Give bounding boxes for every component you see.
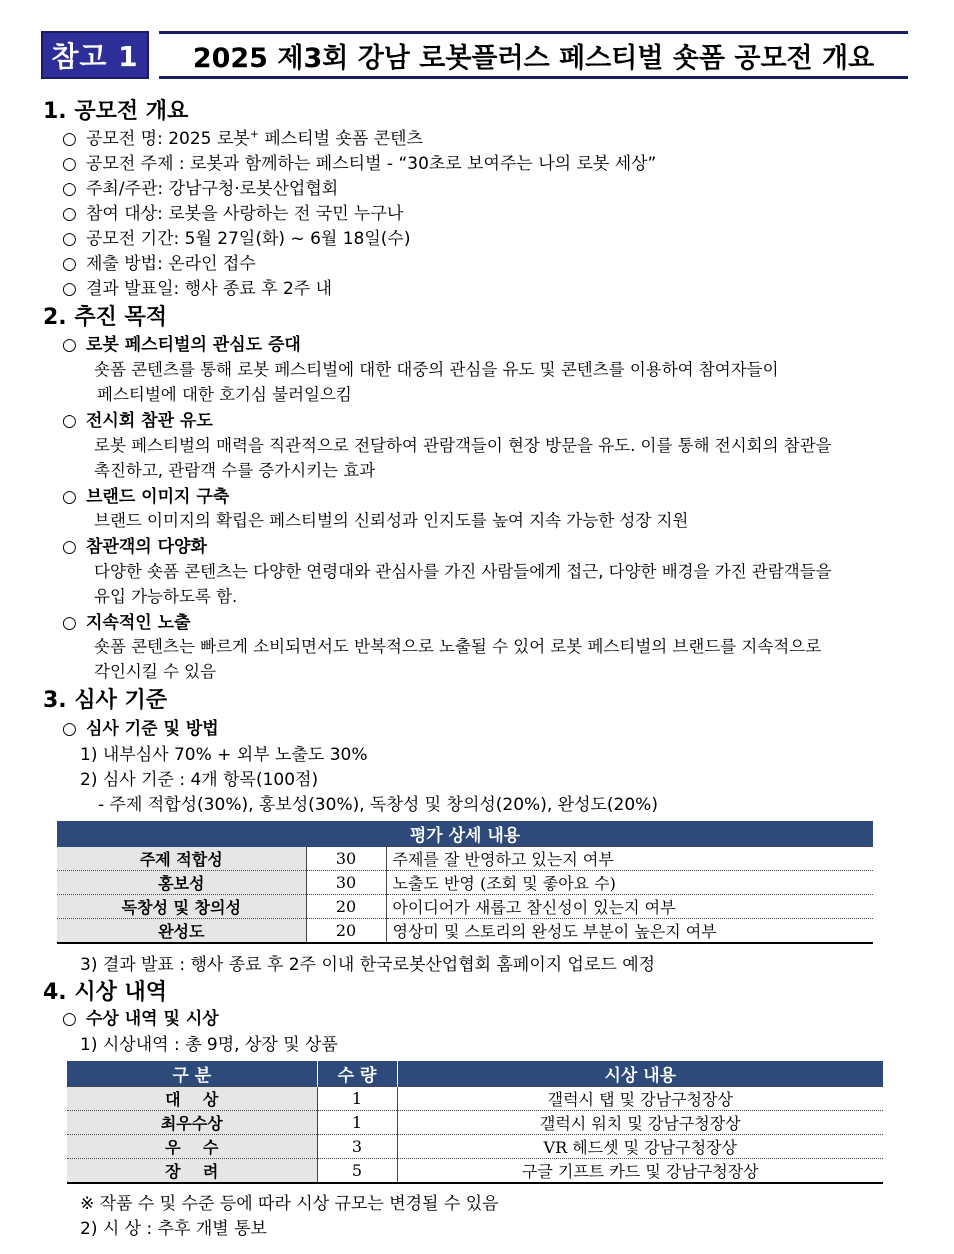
contest-name-line: [62, 124, 423, 149]
purpose-heading: [62, 608, 190, 633]
bullet-icon: ○: [62, 204, 77, 224]
purpose-text: 브랜드 이미지의 확립은 페스티벌의 신뢰성과 인지도를 높여 지속 가능한 성장 지원: [94, 511, 689, 530]
award-name: 장 려: [67, 1159, 317, 1184]
award-subheading-text: 수상 내역 및 시상: [86, 1009, 219, 1029]
review-line-3: - 주제 적합성(30%), 홍보성(30%), 독창성 및 창의성(20%), 완성도(20%): [98, 795, 658, 815]
criterion-name: 독창성 및 창의성: [57, 895, 306, 919]
bullet-icon: ○: [62, 613, 77, 633]
evaluation-table-header: [57, 821, 873, 847]
purpose-text: 각인시킬 수 있음: [94, 662, 217, 681]
purpose-text: 유입 가능하도록 함.: [94, 587, 238, 606]
purpose-heading: [62, 406, 213, 431]
evaluation-table: [57, 821, 873, 944]
contest-name-sup: +: [249, 127, 259, 141]
purpose-heading: [62, 330, 301, 355]
section-3-title: 3. 심사 기준: [43, 688, 167, 713]
bullet-icon: ○: [62, 487, 77, 507]
criterion-score: 30: [306, 847, 386, 871]
purpose-text: 촉진하고, 관람객 수를 증가시키는 효과: [94, 461, 376, 480]
table-row: [57, 871, 873, 895]
criterion-score: 20: [306, 895, 386, 919]
review-subheading: [62, 714, 219, 739]
header-quantity: 수 량: [317, 1061, 397, 1087]
section-4-title: 4. 시상 내역: [43, 980, 167, 1005]
bullet-icon: ○: [62, 279, 77, 299]
result-announcement: 3) 결과 발표 : 행사 종료 후 2주 이내 한국로봇산업협회 홈페이지 업로드 예정: [80, 955, 656, 975]
overview-item: [62, 224, 410, 249]
overview-item: [62, 199, 403, 224]
bullet-icon: ○: [62, 537, 77, 557]
purpose-heading: [62, 482, 229, 507]
overview-item-text: 제출 방법: 온라인 접수: [86, 254, 256, 274]
section-1-title: 1. 공모전 개요: [43, 99, 189, 124]
award-qty: 1: [317, 1087, 397, 1111]
award-prize: 갤럭시 워치 및 강남구청장상: [397, 1111, 883, 1135]
document-title: [159, 31, 908, 79]
criterion-score: 20: [306, 919, 386, 944]
review-line-1: 1) 내부심사 70% + 외부 노출도 30%: [80, 745, 368, 765]
award-subheading: [62, 1004, 219, 1029]
bullet-icon: ○: [62, 1009, 77, 1029]
purpose-heading: [62, 532, 207, 557]
bullet-icon: ○: [62, 719, 77, 739]
purpose-heading-text: 전시회 참관 유도: [86, 411, 213, 431]
bullet-icon: ○: [62, 411, 77, 431]
overview-item-text: 참여 대상: 로봇을 사랑하는 전 국민 누구나: [86, 204, 404, 224]
purpose-heading-text: 브랜드 이미지 구축: [86, 487, 230, 507]
bullet-icon: ○: [62, 254, 77, 274]
award-line-1: 1) 시상내역 : 총 9명, 상장 및 상품: [80, 1035, 338, 1055]
overview-item: [62, 149, 656, 174]
bullet-icon: ○: [62, 229, 77, 249]
purpose-text: 페스티벌에 대한 호기심 불러일으킴: [97, 385, 352, 404]
document-title-text: 2025 제3회 강남 로봇플러스 페스티벌 숏폼 공모전 개요: [192, 42, 875, 74]
overview-item: [62, 274, 332, 299]
award-prize: VR 헤드셋 및 강남구청장상: [397, 1135, 883, 1159]
purpose-heading-text: 참관객의 다양화: [86, 537, 207, 557]
contest-name-pre: 공모전 명: 2025 로봇: [86, 129, 250, 149]
award-table-header: [67, 1061, 883, 1087]
purpose-text: 다양한 숏폼 콘텐츠는 다양한 연령대와 관심사를 가진 사람들에게 접근, 다양한 배경을 가진 관람객들을: [94, 562, 832, 581]
table-row: [67, 1111, 883, 1135]
evaluation-header-cell: 평가 상세 내용: [57, 821, 873, 847]
header-category: 구 분: [67, 1061, 317, 1087]
award-table: [67, 1061, 883, 1184]
award-qty: 3: [317, 1135, 397, 1159]
overview-item: [62, 249, 256, 274]
award-qty: 5: [317, 1159, 397, 1184]
award-name: 최우수상: [67, 1111, 317, 1135]
bullet-icon: ○: [62, 154, 77, 174]
criterion-name: 완성도: [57, 919, 306, 944]
award-note: ※ 작품 수 및 수준 등에 따라 시상 규모는 변경될 수 있음: [80, 1194, 499, 1214]
criterion-desc: 노출도 반영 (조회 및 좋아요 수): [386, 871, 873, 895]
award-prize: 갤럭시 탭 및 강남구청장상: [397, 1087, 883, 1111]
award-line-2: 2) 시 상 : 추후 개별 통보: [80, 1219, 267, 1239]
overview-item-text: 주최/주관: 강남구청·로봇산업협회: [86, 179, 339, 199]
table-row: [67, 1159, 883, 1184]
purpose-heading-text: 지속적인 노출: [86, 613, 191, 633]
table-row: [67, 1135, 883, 1159]
criterion-desc: 주제를 잘 반영하고 있는지 여부: [386, 847, 873, 871]
award-qty: 1: [317, 1111, 397, 1135]
purpose-text: 숏폼 콘텐츠는 빠르게 소비되면서도 반복적으로 노출될 수 있어 로봇 페스티벌의 브랜드를 지속적으로: [94, 637, 822, 656]
table-row: [57, 919, 873, 944]
award-prize: 구글 기프트 카드 및 강남구청장상: [397, 1159, 883, 1184]
table-row: [67, 1087, 883, 1111]
overview-item-text: 공모전 주제 : 로봇과 함께하는 페스티벌 - “30초로 보여주는 나의 로봇 세상”: [86, 154, 657, 174]
overview-item-text: 결과 발표일: 행사 종료 후 2주 내: [86, 279, 333, 299]
bullet-icon: ○: [62, 335, 77, 355]
contest-name-post: 페스티벌 숏폼 콘텐츠: [258, 129, 423, 149]
header-prize: 시상 내용: [397, 1061, 883, 1087]
criterion-desc: 영상미 및 스토리의 완성도 부분이 높은지 여부: [386, 919, 873, 944]
review-subheading-text: 심사 기준 및 방법: [86, 719, 219, 739]
overview-item: [62, 174, 338, 199]
criterion-name: 홍보성: [57, 871, 306, 895]
section-2-title: 2. 추진 목적: [43, 305, 167, 330]
purpose-text: 숏폼 콘텐츠를 통해 로봇 페스티벌에 대한 대중의 관심을 유도 및 콘텐츠를 이용하여 참여자들이: [94, 360, 779, 379]
reference-badge: 참고 1: [41, 31, 149, 79]
award-name: 우 수: [67, 1135, 317, 1159]
purpose-heading-text: 로봇 페스티벌의 관심도 증대: [86, 335, 301, 355]
table-row: [57, 895, 873, 919]
criterion-desc: 아이디어가 새롭고 참신성이 있는지 여부: [386, 895, 873, 919]
award-name: 대 상: [67, 1087, 317, 1111]
bullet-icon: ○: [62, 129, 77, 149]
bullet-icon: ○: [62, 179, 77, 199]
criterion-name: 주제 적합성: [57, 847, 306, 871]
criterion-score: 30: [306, 871, 386, 895]
purpose-text: 로봇 페스티벌의 매력을 직관적으로 전달하여 관람객들이 현장 방문을 유도. 이를 통해 전시회의 참관을: [94, 436, 832, 455]
review-line-2: 2) 심사 기준 : 4개 항목(100점): [80, 770, 319, 790]
overview-item-text: 공모전 기간: 5월 27일(화) ~ 6월 18일(수): [86, 229, 411, 249]
table-row: [57, 847, 873, 871]
